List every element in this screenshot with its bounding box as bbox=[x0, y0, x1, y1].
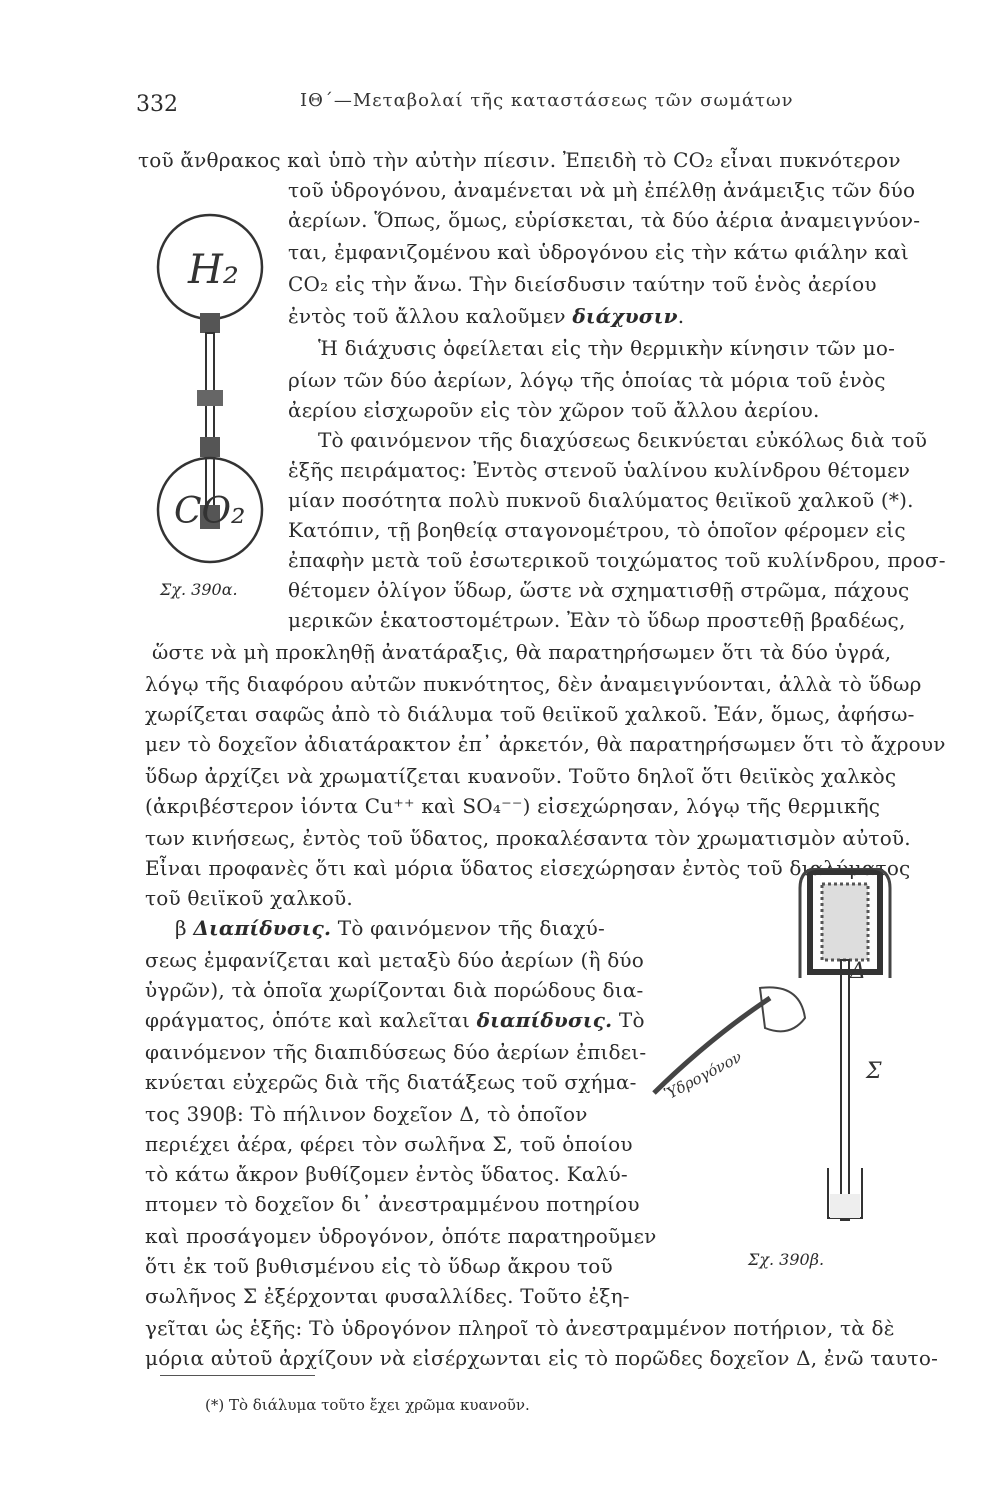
text-line: τοῦ θειϊκοῦ χαλκοῦ. bbox=[145, 886, 353, 910]
text-line: ὥστε νὰ μὴ προκληθῇ ἀνατάραξις, θὰ παρατηρήσωμεν ὅτι τὰ δύο ὑγρά, bbox=[152, 640, 892, 664]
text-line: σωλῆνος Σ ἐξέρχονται φυσαλλίδες. Τοῦτο ἐξη- bbox=[145, 1284, 630, 1308]
text-span: φράγματος, ὁπότε καὶ καλεῖται bbox=[145, 1008, 471, 1032]
text-line: γεῖται ὡς ἑξῆς: Τὸ ὑδρογόνον πληροῖ τὸ ἀνεστραμμένον ποτήριον, τὰ δὲ bbox=[145, 1316, 895, 1340]
text-line: ἀερίων. Ὅπως, ὅμως, εὑρίσκεται, τὰ δύο ἀέρια ἀναμειγνύον- bbox=[288, 208, 921, 232]
section-marker: β bbox=[175, 916, 187, 940]
text-span: Τὸ φαινόμενον τῆς διαχύ- bbox=[337, 916, 605, 940]
text-line: (ἀκριβέστερον ἰόντα Cu⁺⁺ καὶ SO₄⁻⁻) εἰσεχώρησαν, λόγῳ τῆς θερμικῆς bbox=[145, 794, 881, 818]
delta-label: Δ bbox=[850, 959, 866, 984]
hydrogen-label: Ὑδρογόνον bbox=[661, 1047, 745, 1104]
text-line: των κινήσεως, ἐντὸς τοῦ ὕδατος, προκαλέσαντα τὸν χρωματισμὸν αὐτοῦ. bbox=[145, 826, 911, 850]
text-line: κνύεται εὐχερῶς διὰ τῆς διατάξεως τοῦ σχήμα- bbox=[145, 1070, 637, 1094]
text-line: μόρια αὐτοῦ ἀρχίζουν νὰ εἰσέρχωνται εἰς τὸ πορῶδες δοχεῖον Δ, ἐνῶ ταυτο- bbox=[145, 1346, 939, 1370]
text-line: ὑγρῶν), τὰ ὁποῖα χωρίζονται διὰ πορώδους δια- bbox=[145, 978, 644, 1002]
text-line: τος 390β: Τὸ πήλινον δοχεῖον Δ, τὸ ὁποῖον bbox=[145, 1102, 588, 1126]
figure-390b bbox=[650, 868, 910, 1248]
co2-label: CO₂ bbox=[174, 491, 246, 532]
text-line: πτομεν τὸ δοχεῖον δι᾽ ἀνεστραμμένου ποτηρίου bbox=[145, 1192, 640, 1216]
footnote-rule bbox=[160, 1375, 315, 1376]
text-line bbox=[145, 1008, 645, 1032]
text-line: ἐπαφὴν μετὰ τοῦ ἐσωτερικοῦ τοιχώματος τοῦ κυλίνδρου, προσ- bbox=[288, 548, 946, 572]
text-line: ρίων τῶν δύο ἀερίων, λόγῳ τῆς ὁποίας τὰ μόρια τοῦ ἑνὸς bbox=[288, 368, 886, 392]
section-heading: Διαπίδυσις. bbox=[193, 916, 332, 940]
text-line: λόγῳ τῆς διαφόρου αὐτῶν πυκνότητος, δὲν ἀναμειγνύονται, ἀλλὰ τὸ ὕδωρ bbox=[145, 672, 922, 696]
figure-caption-390b: Σχ. 390β. bbox=[748, 1250, 825, 1269]
text-line: περιέχει ἀέρα, φέρει τὸν σωλῆνα Σ, τοῦ ὁποίου bbox=[145, 1132, 633, 1156]
sigma-label: Σ bbox=[866, 1059, 882, 1084]
page-number: 332 bbox=[136, 92, 178, 117]
term-diachysis: διάχυσιν bbox=[572, 304, 678, 328]
figure-390a bbox=[140, 205, 280, 645]
text-line: μερικῶν ἑκατοστομέτρων. Ἐὰν τὸ ὕδωρ προστεθῇ βραδέως, bbox=[288, 608, 906, 632]
text-line: σεως ἐμφανίζεται καὶ μεταξὺ δύο ἀερίων (ἢ δύο bbox=[145, 948, 645, 972]
text-line: χωρίζεται σαφῶς ἀπὸ τὸ διάλυμα τοῦ θειϊκοῦ χαλκοῦ. Ἐάν, ὅμως, ἀφήσω- bbox=[145, 702, 915, 726]
text-line: ὅτι ἐκ τοῦ βυθισμένου εἰς τὸ ὕδωρ ἄκρου τοῦ bbox=[145, 1254, 613, 1278]
text-line: Ἡ διάχυσις ὀφείλεται εἰς τὴν θερμικὴν κίνησιν τῶν μο- bbox=[318, 336, 896, 360]
text-line: τὸ κάτω ἄκρον βυθίζομεν ἐντὸς ὕδατος. Καλύ- bbox=[145, 1162, 628, 1186]
text-line: τοῦ ἄνθρακος καὶ ὑπὸ τὴν αὐτὴν πίεσιν. Ἐπειδὴ τὸ CO₂ εἶναι πυκνότερον bbox=[138, 148, 901, 172]
text-span: ἐντὸς τοῦ ἄλλου καλοῦμεν bbox=[288, 304, 566, 328]
text-line: ἑξῆς πειράματος: Ἐντὸς στενοῦ ὑαλίνου κυλίνδρου θέτομεν bbox=[288, 458, 911, 482]
text-line: CO₂ εἰς τὴν ἄνω. Τὴν διείσδυσιν ταύτην τοῦ ἑνὸς ἀερίου bbox=[288, 272, 877, 296]
running-title: ΙΘ΄—Μεταβολαί τῆς καταστάσεως τῶν σωμάτων bbox=[300, 90, 794, 111]
text-line: καὶ προσάγομεν ὑδρογόνον, ὁπότε παρατηροῦμεν bbox=[145, 1224, 657, 1248]
text-line: θέτομεν ὀλίγον ὕδωρ, ὥστε νὰ σχηματισθῇ στρῶμα, πάχους bbox=[288, 578, 910, 602]
text-line: τοῦ ὑδρογόνου, ἀναμένεται νὰ μὴ ἐπέλθῃ ἀνάμειξις τῶν δύο bbox=[288, 178, 916, 202]
text-line: ἀερίου εἰσχωροῦν εἰς τὸν χῶρον τοῦ ἄλλου ἀερίου. bbox=[288, 398, 820, 422]
footnote: (*) Τὸ διάλυμα τοῦτο ἔχει χρῶμα κυανοῦν. bbox=[205, 1396, 530, 1414]
text-line: Εἶναι προφανὲς ὅτι καὶ μόρια ὕδατος εἰσεχώρησαν ἐντὸς τοῦ διαλύματος bbox=[145, 856, 911, 880]
text-line bbox=[175, 916, 605, 940]
text-line: ἐντὸς τοῦ ἄλλου καλοῦμεν διάχυσιν. bbox=[288, 304, 685, 328]
text-span: Τὸ bbox=[618, 1008, 645, 1032]
h2-label: H₂ bbox=[188, 247, 239, 293]
text-line: ὕδωρ ἀρχίζει νὰ χρωματίζεται κυανοῦν. Τοῦτο δηλοῖ ὅτι θειϊκὸς χαλκὸς bbox=[145, 764, 897, 788]
term-diapidysis: διαπίδυσις. bbox=[476, 1008, 613, 1032]
text-line: μεν τὸ δοχεῖον ἀδιατάρακτον ἐπ᾽ ἀρκετόν, θὰ παρατηρήσωμεν ὅτι τὸ ἄχρουν bbox=[145, 732, 946, 756]
text-line: ται, ἐμφανιζομένου καὶ ὑδρογόνου εἰς τὴν κάτω φιάλην καὶ bbox=[288, 240, 909, 264]
text-line: φαινόμενον τῆς διαπιδύσεως δύο ἀερίων ἐπιδει- bbox=[145, 1040, 647, 1064]
text-line: μίαν ποσότητα πολὺ πυκνοῦ διαλύματος θειϊκοῦ χαλκοῦ (*). bbox=[288, 488, 914, 512]
figure-caption-390a: Σχ. 390α. bbox=[160, 580, 238, 599]
text-line: Τὸ φαινόμενον τῆς διαχύσεως δεικνύεται εὐκόλως διὰ τοῦ bbox=[318, 428, 928, 452]
text-line: Κατόπιν, τῇ βοηθείᾳ σταγονομέτρου, τὸ ὁποῖον φέρομεν εἰς bbox=[288, 518, 906, 542]
